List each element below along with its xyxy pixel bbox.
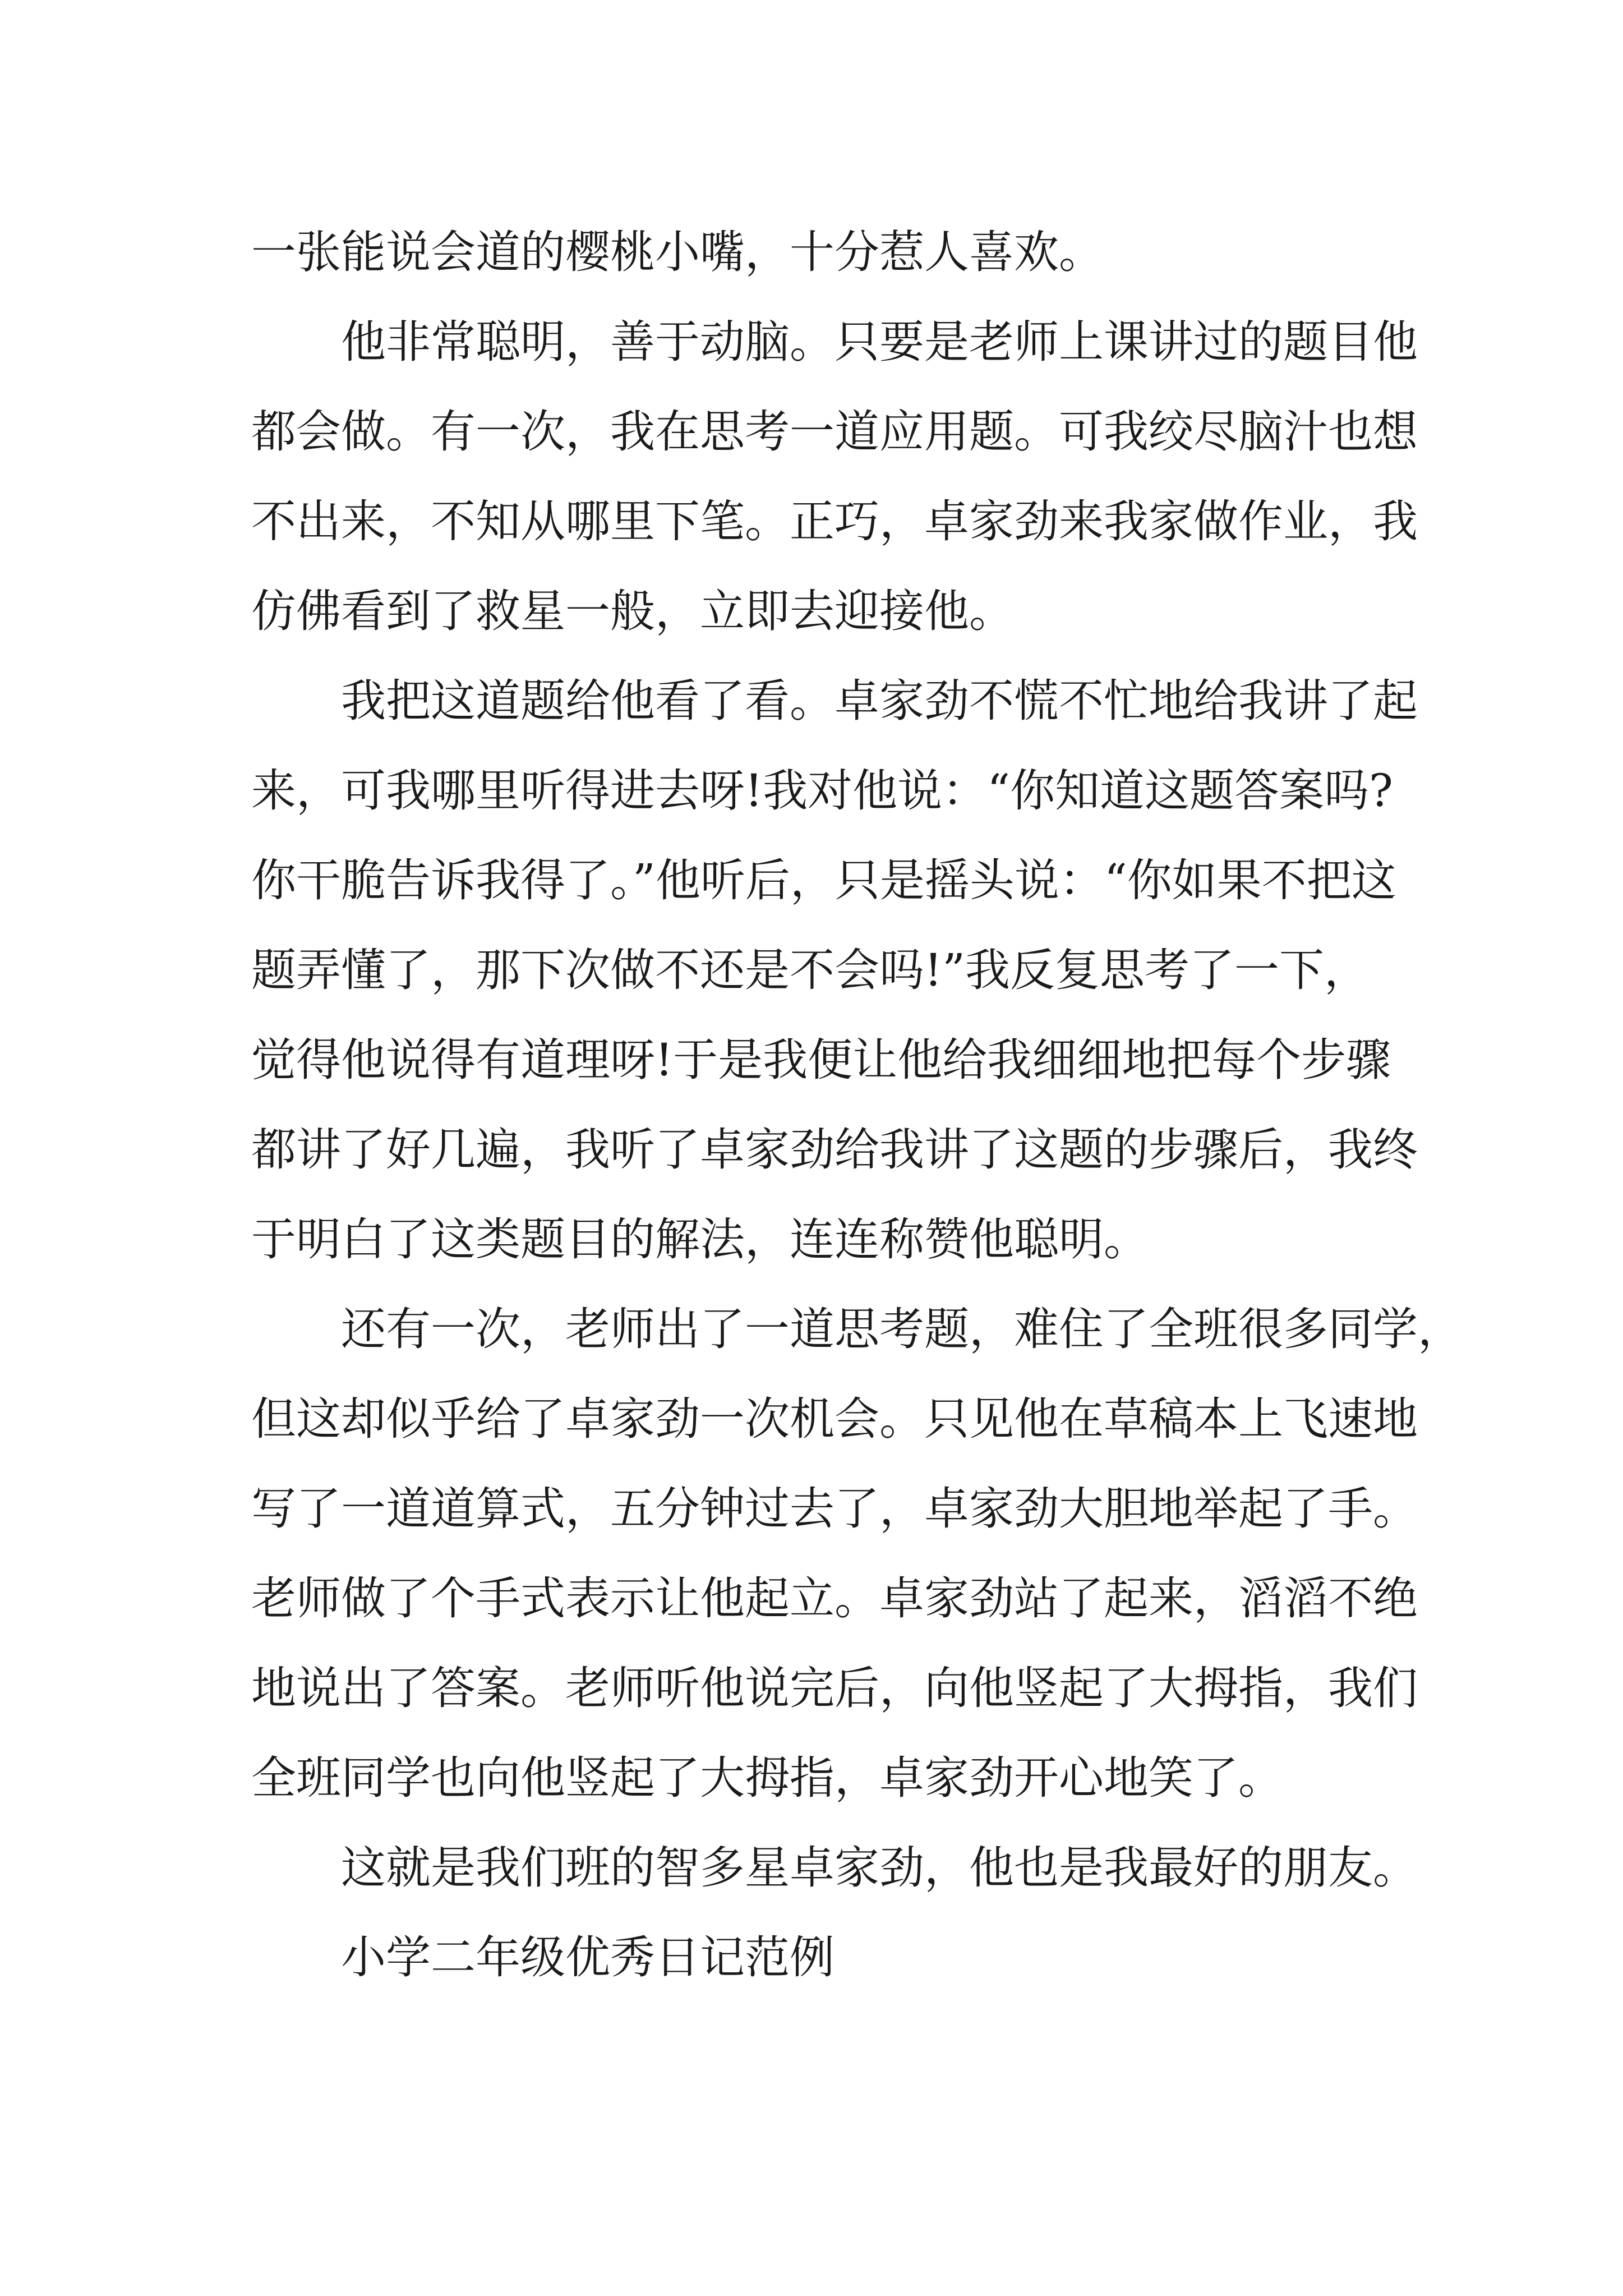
text-line: 这就是我们班的智多星卓家劲，他也是我最好的朋友。 bbox=[341, 1842, 1418, 1894]
text-line: 你干脆告诉我得了。”他听后，只是摇头说：“你如果不把这 bbox=[251, 854, 1396, 907]
text-line: 题弄懂了，那下次做不还是不会吗!”我反复思考了一下， bbox=[251, 944, 1370, 996]
text-line: 都讲了好几遍，我听了卓家劲给我讲了这题的步骤后，我终 bbox=[251, 1124, 1418, 1176]
text-line: 老师做了个手式表示让他起立。卓家劲站了起来，滔滔不绝 bbox=[251, 1572, 1418, 1625]
text-line: 我把这道题给他看了看。卓家劲不慌不忙地给我讲了起 bbox=[341, 675, 1418, 727]
text-line: 于明白了这类题目的解法，连连称赞他聪明。 bbox=[251, 1213, 1149, 1266]
text-line: 都会做。有一次，我在思考一道应用题。可我绞尽脑汁也想 bbox=[251, 406, 1418, 458]
text-line: 一张能说会道的樱桃小嘴，十分惹人喜欢。 bbox=[251, 226, 1104, 278]
text-line: 但这却似乎给了卓家劲一次机会。只见他在草稿本上飞速地 bbox=[251, 1393, 1418, 1445]
text-line: 他非常聪明，善于动脑。只要是老师上课讲过的题目他 bbox=[341, 316, 1418, 368]
text-line: 地说出了答案。老师听他说完后，向他竖起了大拇指，我们 bbox=[251, 1662, 1418, 1714]
text-line: 还有一次，老师出了一道思考题，难住了全班很多同学， bbox=[341, 1303, 1463, 1355]
text-line: 小学二年级优秀日记范例 bbox=[341, 1931, 834, 1984]
text-line: 来，可我哪里听得进去呀!我对他说：“你知道这题答案吗? bbox=[251, 765, 1393, 817]
text-line: 全班同学也向他竖起了大拇指，卓家劲开心地笑了。 bbox=[251, 1752, 1283, 1804]
text-line: 仿佛看到了救星一般，立即去迎接他。 bbox=[251, 585, 1014, 637]
text-line: 写了一道道算式，五分钟过去了，卓家劲大胆地举起了手。 bbox=[251, 1483, 1418, 1535]
text-line: 不出来，不知从哪里下笔。正巧，卓家劲来我家做作业，我 bbox=[251, 495, 1418, 547]
body-text bbox=[251, 208, 1463, 2003]
text-line: 觉得他说得有道理呀!于是我便让他给我细细地把每个步骤 bbox=[251, 1034, 1391, 1086]
